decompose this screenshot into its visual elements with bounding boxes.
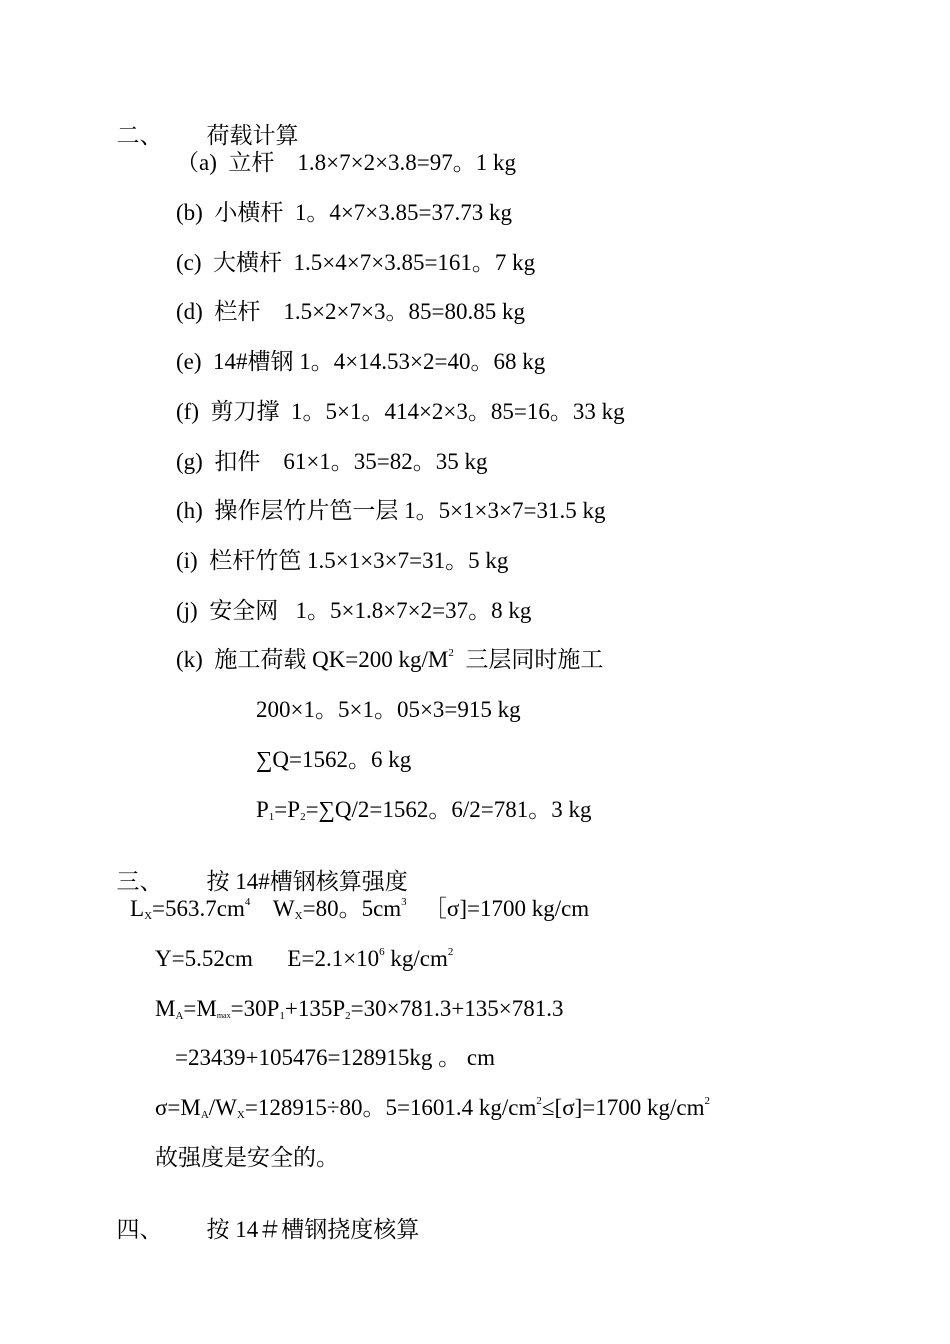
subscript: A [200,1109,209,1121]
lx-line [130,897,589,920]
subscript: A [175,1010,184,1022]
item-label: (g) [176,449,203,474]
list-item [176,300,525,323]
text: W [250,896,295,921]
list-item [176,549,508,572]
item-text: 14#槽钢 1。4×14.53×2=40。68 kg [213,349,546,374]
text: ［σ]=1700 kg/cm [406,896,590,921]
item-text: 剪刀撑 1。5×1。414×2×3。85=16。33 kg [210,399,625,424]
subscript: 1 [279,1010,285,1022]
section-number: 二、 [116,123,163,148]
list-item [176,350,545,373]
list-item [176,400,625,423]
list-item [176,251,535,274]
item-label: (d) [176,299,203,324]
list-item [176,201,512,224]
item-text: 安全网 1。5×1.8×7×2=37。8 kg [209,598,532,623]
text: =563.7cm [152,896,245,921]
item-label: (j) [176,598,198,623]
text: =128915÷80。5=1601.4 kg/cm [244,1095,537,1120]
calc-line: 200×1。5×1。05×3=915 kg [256,697,521,722]
text: /W [208,1095,237,1120]
list-item [176,648,603,671]
section-2-heading [105,101,299,147]
text: =M [183,996,217,1021]
item-label: (b) [176,200,203,225]
item-label: (k) [176,647,203,672]
item-text: 操作层竹片笆一层 1。5×1×3×7=31.5 kg [214,498,606,523]
section-number: 四、 [116,1217,163,1242]
text: +135P [284,996,346,1021]
superscript: 4 [244,896,251,908]
ma2-line: =23439+105476=128915kg 。 cm [175,1045,496,1070]
ma-line [155,997,564,1020]
item-label: (h) [176,498,203,523]
section-number: 三、 [116,869,163,894]
list-item [176,450,488,473]
item-label: (i) [176,548,198,573]
text: =30×781.3+135×781.3 [350,996,564,1021]
item-label: (e) [176,349,202,374]
section-title: 按 14#槽钢核算强度 [206,869,408,894]
text: kg/cm [384,946,448,971]
superscript: 2 [448,647,454,659]
item-text: 栏杆竹笆 1.5×1×3×7=31。5 kg [209,548,509,573]
subscript: X [236,1109,245,1121]
superscript: 6 [379,946,385,958]
text: =∑Q/2=1562。6/2=781。3 kg [305,797,592,822]
conclusion-line: 故强度是安全的。 [155,1145,339,1170]
subscript: max [216,1011,231,1020]
text: =30P [230,996,280,1021]
subscript: X [294,910,303,922]
item-text: 施工荷载 QK=200 kg/M [214,647,449,672]
item-text: 大横杆 1.5×4×7×3.85=161。7 kg [213,250,536,275]
item-text-tail: 三层同时施工 [453,647,604,672]
item-text: 立杆 1.8×7×2×3.8=97。1 kg [228,150,517,175]
text: =80。5cm [302,896,402,921]
sigma-line [155,1096,710,1119]
superscript: 2 [704,1095,710,1107]
item-text: 扣件 61×1。35=82。35 kg [214,449,488,474]
subscript: 1 [268,811,275,823]
subscript: 2 [345,1010,351,1022]
section-title: 荷载计算 [206,123,299,148]
p-line [256,798,592,821]
item-text: 栏杆 1.5×2×7×3。85=80.85 kg [214,299,525,324]
text: P [256,797,269,822]
subscript: X [144,910,153,922]
text: Y=5.52cm E=2.1×10 [155,946,380,971]
superscript: 3 [401,896,407,908]
list-item [176,499,605,522]
text: σ=M [155,1095,201,1120]
section-title: 按 14＃槽钢挠度核算 [206,1217,420,1242]
text: ≤[σ]=1700 kg/cm [541,1095,705,1120]
ye-line [155,947,453,970]
text: L [130,896,145,921]
list-item [176,151,516,174]
sum-line: ∑Q=1562。6 kg [256,747,412,772]
subscript: 2 [300,811,306,823]
section-3-heading [105,847,408,893]
text: =P [274,797,301,822]
section-4-heading [105,1195,419,1241]
superscript: 2 [447,946,454,958]
item-label: （a) [176,150,217,175]
item-label: (f) [176,399,199,424]
item-label: (c) [176,250,202,275]
text: M [155,996,176,1021]
item-text: 小横杆 1。4×7×3.85=37.73 kg [214,200,512,225]
superscript: 2 [536,1095,542,1107]
list-item [176,599,531,622]
